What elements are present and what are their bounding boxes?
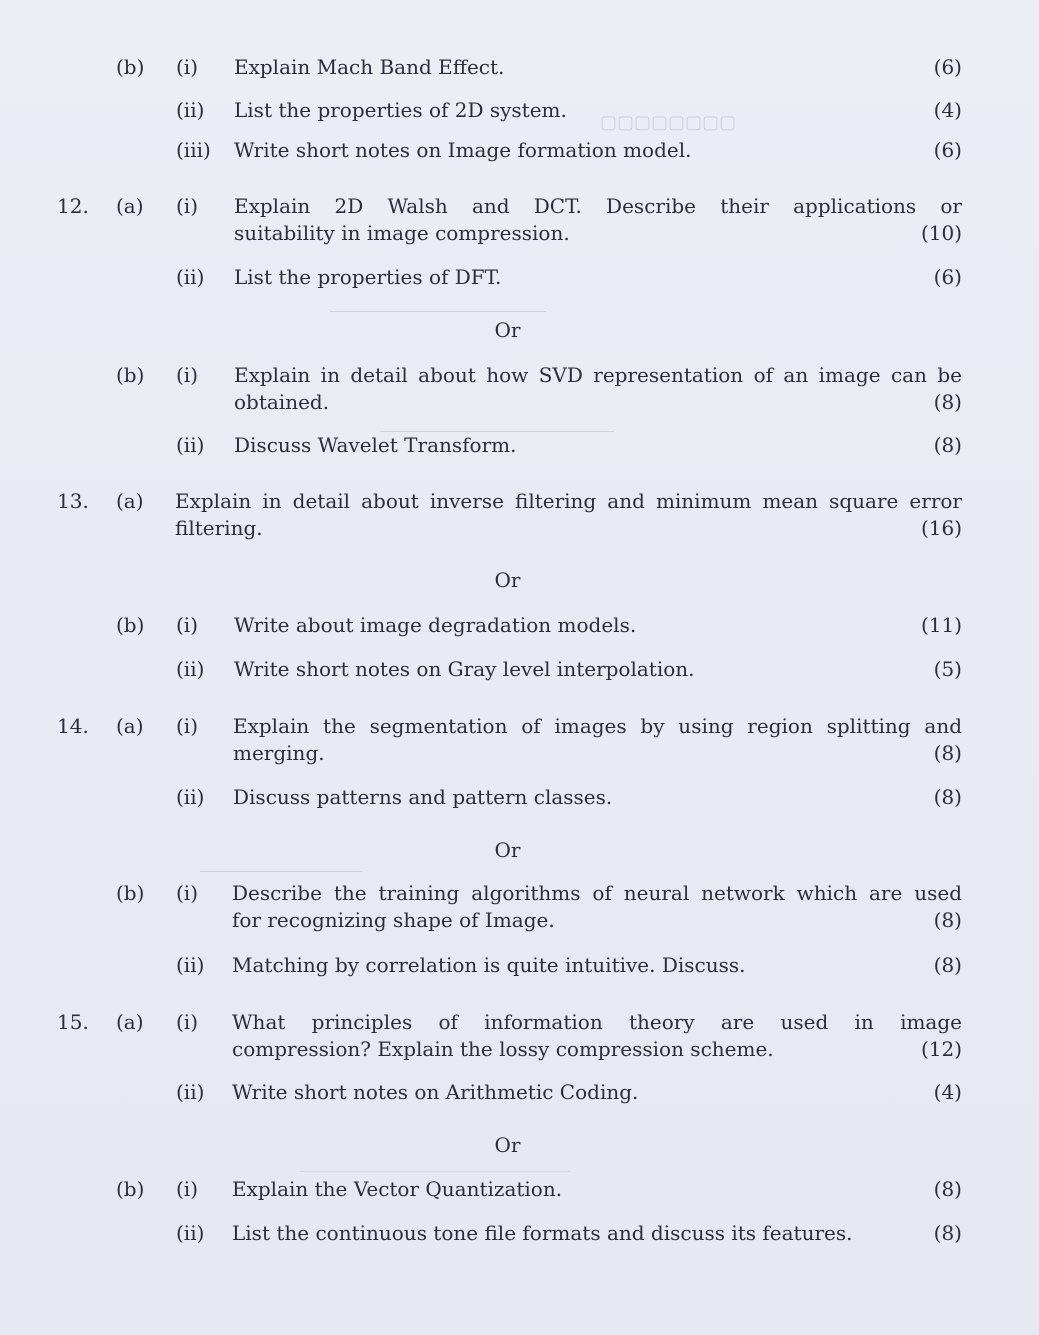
question-text-continued: filtering. bbox=[175, 516, 263, 540]
question-text-continued: merging. bbox=[233, 741, 325, 765]
question-text: List the continuous tone file formats and discuss its features. bbox=[232, 1221, 853, 1245]
marks: (8) bbox=[933, 1177, 962, 1201]
marks: (11) bbox=[920, 613, 962, 637]
sub-label: (ii) bbox=[176, 657, 205, 681]
or-separator: Or bbox=[494, 1133, 521, 1157]
question-text: Write short notes on Image formation model. bbox=[234, 138, 692, 162]
question-13b-i bbox=[0, 612, 1039, 639]
sub-label: (ii) bbox=[176, 1221, 205, 1245]
marks: (8) bbox=[933, 433, 962, 457]
question-text: Write about image degradation models. bbox=[234, 613, 637, 637]
part-label: (b) bbox=[116, 363, 145, 387]
sub-label: (i) bbox=[176, 194, 199, 218]
part-label: (a) bbox=[116, 489, 144, 513]
question-text: List the properties of 2D system. bbox=[234, 98, 567, 122]
part-label: (a) bbox=[116, 194, 144, 218]
question-text: Write short notes on Arithmetic Coding. bbox=[232, 1080, 639, 1104]
question-text: What principles of information theory are used in image bbox=[232, 1010, 962, 1034]
question-12a-i bbox=[0, 193, 1039, 247]
or-separator: Or bbox=[494, 568, 521, 592]
question-number: 13. bbox=[57, 489, 89, 513]
marks: (8) bbox=[933, 785, 962, 809]
question-13b-ii bbox=[0, 656, 1039, 683]
question-text: Explain in detail about how SVD representation of an image can be bbox=[234, 363, 962, 387]
question-text: Discuss Wavelet Transform. bbox=[234, 433, 517, 457]
part-label: (a) bbox=[116, 1010, 144, 1034]
question-12a-ii bbox=[0, 264, 1039, 291]
question-15b-ii bbox=[0, 1220, 1039, 1247]
sub-label: (i) bbox=[176, 1177, 199, 1201]
sub-label: (i) bbox=[176, 55, 199, 79]
question-number: 15. bbox=[57, 1010, 89, 1034]
question-14a-ii bbox=[0, 784, 1039, 811]
question-text: Explain Mach Band Effect. bbox=[234, 55, 505, 79]
question-number: 12. bbox=[57, 194, 89, 218]
sub-label: (i) bbox=[176, 613, 199, 637]
marks: (4) bbox=[933, 98, 962, 122]
question-text: List the properties of DFT. bbox=[234, 265, 502, 289]
question-number: 14. bbox=[57, 714, 89, 738]
question-text-continued: obtained. bbox=[234, 390, 330, 414]
part-label: (b) bbox=[116, 881, 145, 905]
part-label: (b) bbox=[116, 1177, 145, 1201]
part-label: (a) bbox=[116, 714, 144, 738]
question-text: Write short notes on Gray level interpolation. bbox=[234, 657, 695, 681]
question-text: Explain the segmentation of images by using region splitting and bbox=[233, 714, 962, 738]
question-11b-i bbox=[0, 54, 1039, 81]
marks: (8) bbox=[933, 741, 962, 765]
sub-label: (i) bbox=[176, 714, 199, 738]
question-11b-ii bbox=[0, 97, 1039, 124]
part-label: (b) bbox=[116, 613, 145, 637]
question-14b-ii bbox=[0, 952, 1039, 979]
question-15a-i bbox=[0, 1009, 1039, 1063]
marks: (6) bbox=[933, 55, 962, 79]
sub-label: (i) bbox=[176, 881, 199, 905]
question-text-continued: compression? Explain the lossy compression scheme. bbox=[232, 1037, 774, 1061]
question-15b-i bbox=[0, 1176, 1039, 1203]
sub-label: (ii) bbox=[176, 785, 205, 809]
marks: (8) bbox=[933, 1221, 962, 1245]
marks: (16) bbox=[920, 516, 962, 540]
marks: (6) bbox=[933, 265, 962, 289]
sub-label: (ii) bbox=[176, 265, 205, 289]
question-15a-ii bbox=[0, 1079, 1039, 1106]
sub-label: (i) bbox=[176, 1010, 199, 1034]
part-label: (b) bbox=[116, 55, 145, 79]
sub-label: (ii) bbox=[176, 98, 205, 122]
sub-label: (iii) bbox=[176, 138, 211, 162]
sub-label: (ii) bbox=[176, 953, 205, 977]
marks: (8) bbox=[933, 390, 962, 414]
question-14b-i bbox=[0, 880, 1039, 934]
sub-label: (i) bbox=[176, 363, 199, 387]
question-text: Explain the Vector Quantization. bbox=[232, 1177, 563, 1201]
question-text: Explain 2D Walsh and DCT. Describe their applications or bbox=[234, 194, 962, 218]
question-12b-ii bbox=[0, 432, 1039, 459]
or-separator: Or bbox=[494, 838, 521, 862]
question-text: Discuss patterns and pattern classes. bbox=[233, 785, 613, 809]
marks: (10) bbox=[920, 221, 962, 245]
question-11b-iii bbox=[0, 137, 1039, 164]
question-text: Explain in detail about inverse filtering and minimum mean square error bbox=[175, 489, 962, 513]
marks: (8) bbox=[933, 908, 962, 932]
marks: (8) bbox=[933, 953, 962, 977]
question-text-continued: for recognizing shape of Image. bbox=[232, 908, 555, 932]
sub-label: (ii) bbox=[176, 1080, 205, 1104]
marks: (12) bbox=[920, 1037, 962, 1061]
question-text: Matching by correlation is quite intuitive. Discuss. bbox=[232, 953, 746, 977]
sub-label: (ii) bbox=[176, 433, 205, 457]
question-text: Describe the training algorithms of neural network which are used bbox=[232, 881, 962, 905]
question-12b-i bbox=[0, 362, 1039, 416]
question-13a bbox=[0, 488, 1039, 542]
question-14a-i bbox=[0, 713, 1039, 767]
marks: (6) bbox=[933, 138, 962, 162]
question-text-continued: suitability in image compression. bbox=[234, 221, 570, 245]
marks: (5) bbox=[933, 657, 962, 681]
or-separator: Or bbox=[494, 318, 521, 342]
marks: (4) bbox=[933, 1080, 962, 1104]
